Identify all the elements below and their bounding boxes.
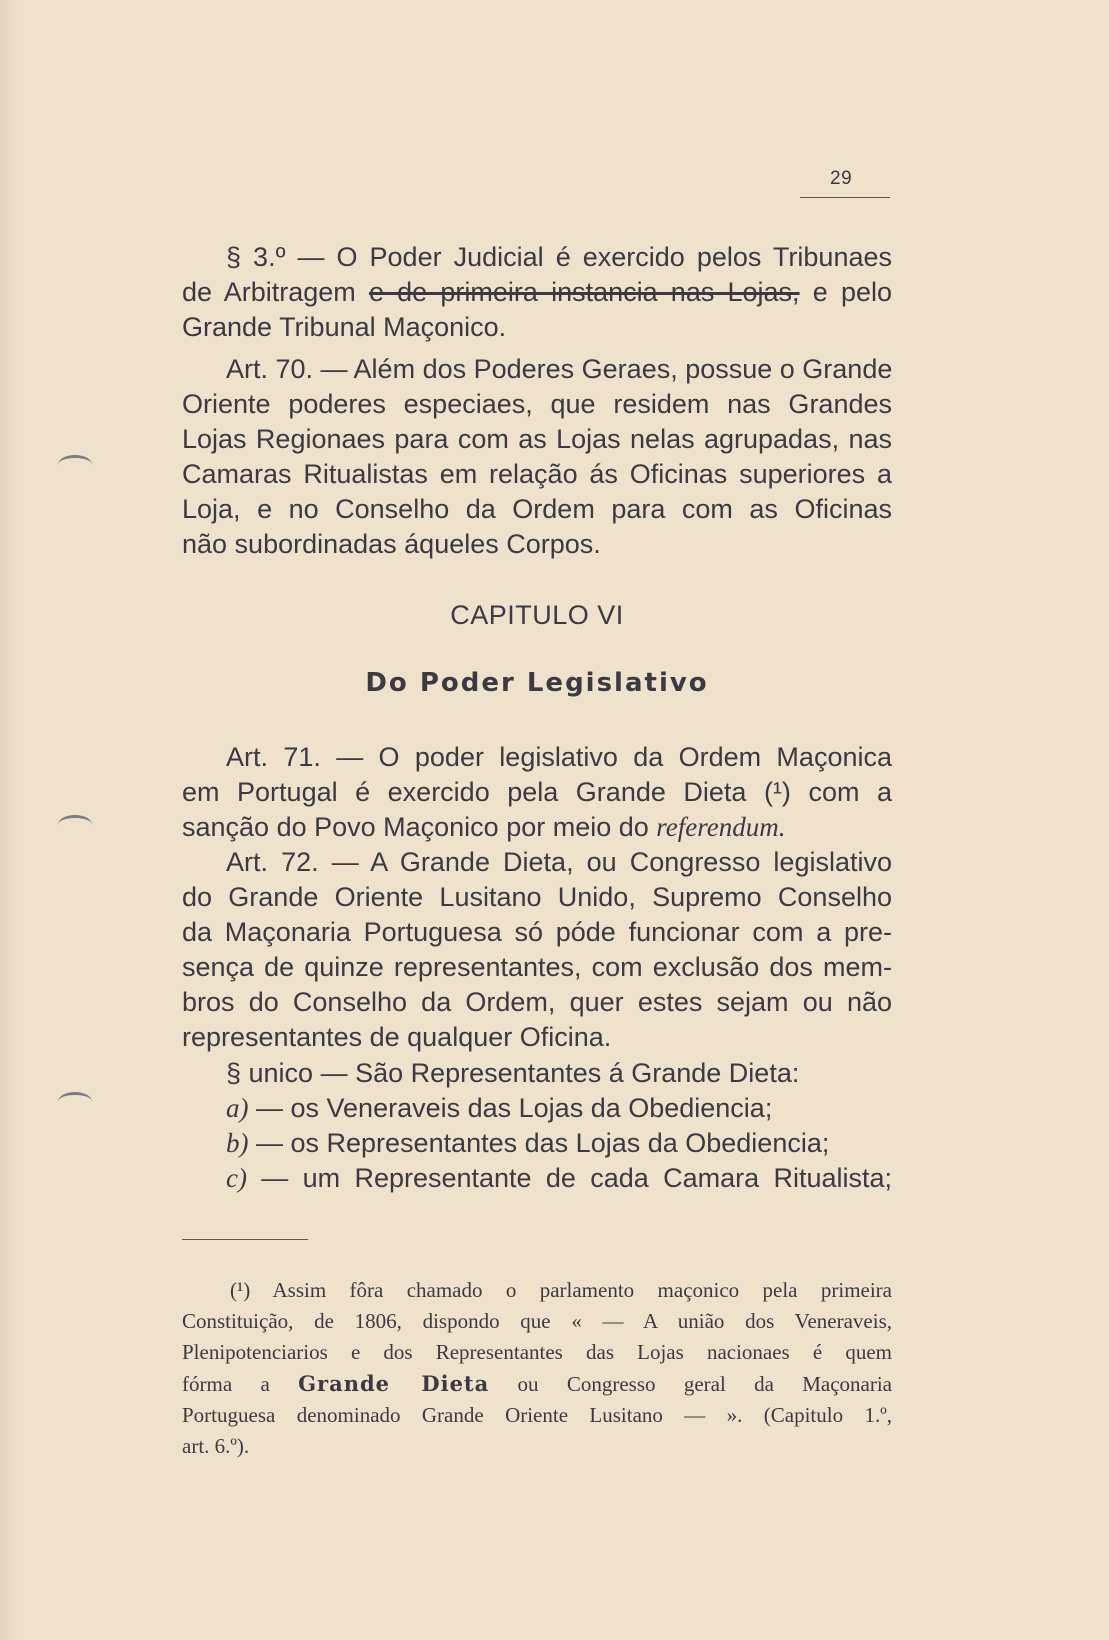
page-number-rule xyxy=(800,197,890,198)
struck-text: e de primeira instancia nas Lojas, xyxy=(368,277,800,307)
footnote xyxy=(182,1275,892,1462)
text-line: Camaras Ritualistas em relação ás Oficinas superiores a xyxy=(182,459,892,489)
text-line: Art. 72. — A Grande Dieta, ou Congresso legislativo xyxy=(226,847,892,877)
text-line: Constituição, de 1806, dispondo que « — A união dos Veneraveis, xyxy=(182,1309,892,1333)
binding-mark xyxy=(58,815,92,834)
text-line: Portuguesa denominado Grande Oriente Lusitano — ». (Capitulo 1.º, xyxy=(182,1403,892,1427)
article-72 xyxy=(182,845,892,1055)
text-line xyxy=(182,1368,892,1400)
text-line: Plenipotenciarios e dos Representantes das Lojas nacionaes é quem xyxy=(182,1340,892,1364)
text-line: Art. 70. — Além dos Poderes Geraes, possue o Grande xyxy=(226,354,893,384)
list-text: — os Veneraveis das Lojas da Obediencia; xyxy=(248,1093,773,1123)
list-label: a) xyxy=(226,1093,249,1123)
list-item xyxy=(182,1091,892,1126)
text-line: bros do Conselho da Ordem, quer estes sejam ou não xyxy=(182,987,892,1017)
chapter-title: CAPITULO VI xyxy=(450,600,624,630)
text-line: Art. 71. — O poder legislativo da Ordem Maçonica xyxy=(226,742,892,772)
chapter-subtitle: Do Poder Legislativo xyxy=(365,668,709,698)
text-line: do Grande Oriente Lusitano Unido, Supremo Conselho xyxy=(182,882,892,912)
text-line: sença de quinze representantes, com exclusão dos mem- xyxy=(182,952,892,982)
text-line: Oriente poderes especiaes, que residem nas Grandes xyxy=(182,389,892,419)
italic-term: referendum. xyxy=(656,812,786,842)
text-line: representantes de qualquer Oficina. xyxy=(182,1022,612,1052)
text-fragment: sanção do Povo Maçonico por meio do xyxy=(182,812,649,842)
text-fragment: ou Congresso geral da Maçonaria xyxy=(517,1372,893,1396)
bold-term: Grande Dieta xyxy=(298,1371,490,1396)
page-number: 29 xyxy=(830,168,853,189)
text-line xyxy=(182,275,892,310)
text-line: não subordinadas áqueles Corpos. xyxy=(182,529,601,559)
list-label: b) xyxy=(226,1128,249,1158)
text-line xyxy=(182,810,892,845)
article-71 xyxy=(182,740,892,845)
text-line: § 3.º — O Poder Judicial é exercido pelos Tribunaes xyxy=(226,242,892,272)
text-line: Lojas Regionaes para com as Lojas nelas agrupadas, nas xyxy=(182,424,892,454)
article-70 xyxy=(182,352,892,562)
list-label: c) xyxy=(226,1163,247,1193)
list-item xyxy=(182,1126,892,1161)
text-line: em Portugal é exercido pela Grande Dieta (¹) com a xyxy=(182,777,892,807)
list-text: — os Representantes das Lojas da Obediencia; xyxy=(248,1128,830,1158)
text-fragment: fórma a xyxy=(182,1372,270,1396)
binding-mark xyxy=(58,1092,92,1111)
text-line: § unico — São Representantes á Grande Dieta: xyxy=(226,1058,800,1088)
list-item xyxy=(182,1161,892,1196)
unico-section xyxy=(182,1056,892,1196)
text-line: art. 6.º). xyxy=(182,1434,250,1458)
text-line: da Maçonaria Portuguesa só póde funcionar com a pre- xyxy=(182,917,892,947)
list-text: — um Representante de cada Camara Ritualista; xyxy=(246,1163,892,1193)
text-line: (¹) Assim fôra chamado o parlamento maçonico pela primeira xyxy=(230,1278,892,1302)
section-paragraph xyxy=(182,240,892,345)
text-fragment: de Arbitragem xyxy=(182,277,356,307)
binding-mark xyxy=(58,455,92,474)
text-line: Grande Tribunal Maçonico. xyxy=(182,312,507,342)
text-fragment: e pelo xyxy=(812,277,893,307)
text-line: Loja, e no Conselho da Ordem para com as Oficinas xyxy=(182,494,892,524)
footnote-rule xyxy=(182,1239,308,1240)
